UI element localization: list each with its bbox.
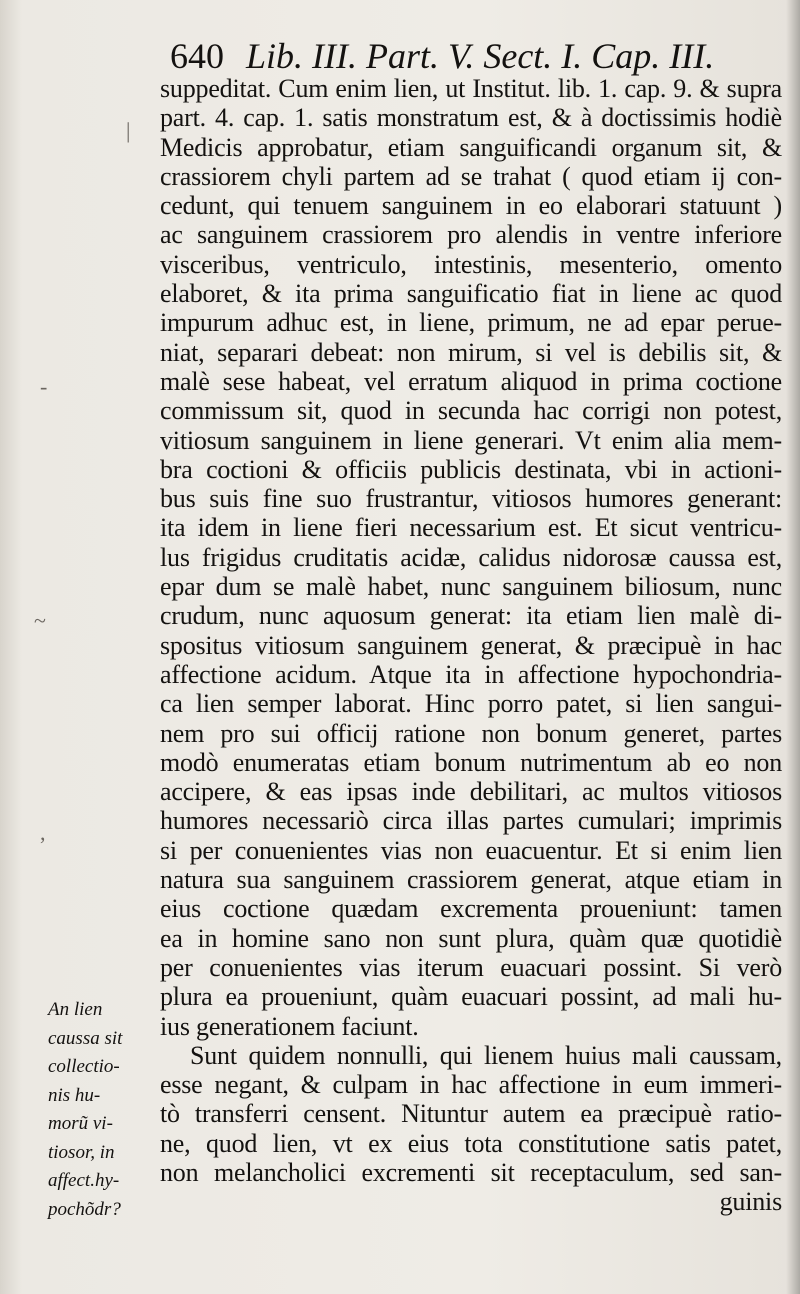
text-line: impurum adhuc est, in liene, primum, ne ad epar perue- (160, 308, 782, 338)
text-line: suppeditat. Cum enim lien, ut Institut. lib. 1. cap. 9. & supra (160, 74, 782, 103)
text-line: niat, separari debeat: non mirum, si vel is debilis sit, & (160, 337, 782, 367)
catchword: guinis (719, 1187, 782, 1217)
text-line: accipere, & eas ipsas inde debilitari, ac multos vitiosos (160, 777, 782, 807)
marginal-note-line: caussa sit (48, 1027, 123, 1049)
page-edge-shadow (786, 0, 800, 1294)
text-line: ita idem in liene fieri necessarium est. Et sicut ventricu- (160, 513, 782, 543)
text-line: crudum, nunc aquosum generat: ita etiam lien malè di- (160, 601, 782, 631)
text-line: si per conuenientes vias non euacuentur. Et si enim lien (160, 835, 782, 865)
marginal-note-line: pochõdr? (48, 1198, 121, 1220)
text-line: non melancholici excrementi sit receptaculum, sed san- (160, 1157, 782, 1187)
running-title: Lib. III. Part. V. Sect. I. Cap. III. (246, 36, 715, 76)
text-line: Medicis approbatur, etiam sanguificandi organum sit, & (160, 132, 782, 162)
text-line: affectione acidum. Atque ita in affectione hypochondria- (160, 659, 782, 689)
text-line: ea in homine sano non sunt plura, quàm quæ quotidiè (160, 923, 782, 953)
marginal-note (48, 996, 158, 1224)
margin-pencil-mark: , (40, 820, 46, 845)
marginal-note-line: An lien (48, 999, 103, 1020)
text-line: bus suis fine suo frustrantur, vitiosos humores generant: (160, 484, 782, 514)
text-line: vitiosum sanguinem in liene generari. Vt enim alia mem- (160, 425, 782, 455)
marginal-note-line: collectio- (48, 1056, 120, 1077)
page-number: 640 (170, 36, 224, 76)
text-line: ne, quod lien, vt ex eius tota constitutione satis patet, (160, 1128, 782, 1158)
text-line: humores necessariò circa illas partes cumulari; imprimis (160, 806, 782, 836)
paragraph-start-line: Sunt quidem nonnulli, qui lienem huius mali caussam, (190, 1040, 782, 1070)
text-line: eius coctione quædam excrementa proueniunt: tamen (160, 894, 782, 924)
text-line: crassiorem chyli partem ad se trahat ( quod etiam ij con- (160, 161, 782, 191)
text-line: ca lien semper laborat. Hinc porro patet, si lien sangui- (160, 689, 782, 719)
text-line: per conuenientes vias iterum euacuari possint. Si verò (160, 952, 782, 982)
text-line: epar dum se malè habet, nunc sanguinem biliosum, nunc (160, 572, 782, 602)
marginal-note-line: tiosor, in (48, 1141, 115, 1163)
marginal-note-line: affect.hy- (48, 1170, 120, 1191)
text-line: modò enumeratas etiam bonum nutrimentum ab eo non (160, 747, 782, 777)
text-line: commissum sit, quod in secunda hac corrigi non potest, (160, 396, 782, 426)
text-line: bra coctioni & officiis publicis destinata, vbi in actioni- (160, 454, 782, 484)
main-text-block (160, 74, 782, 1217)
text-line: malè sese habeat, vel erratum aliquod in prima coctione (160, 366, 782, 396)
running-header (170, 36, 770, 76)
text-line: plura ea proueniunt, quàm euacuari possint, ad mali hu- (160, 982, 782, 1012)
text-line: visceribus, ventriculo, intestinis, mesenterio, omento (160, 249, 782, 279)
text-line: ius generationem faciunt. (160, 1011, 419, 1041)
text-line: tò transferri censent. Nituntur autem ea præcipuè ratio- (160, 1099, 782, 1129)
text-line: elaboret, & ita prima sanguificatio fiat in liene ac quod (160, 279, 782, 309)
margin-pencil-mark: - (40, 374, 48, 399)
text-line: natura sua sanguinem crassiorem generat, atque etiam in (160, 865, 782, 895)
marginal-note-line: morũ vi- (48, 1113, 113, 1134)
margin-pencil-mark: ~ (34, 608, 46, 633)
text-line: lus frigidus cruditatis acidæ, calidus nidorosæ caussa est, (160, 542, 782, 572)
margin-pencil-mark: | (126, 118, 131, 143)
text-line: part. 4. cap. 1. satis monstratum est, & à doctissimis hodiè (160, 103, 782, 133)
marginal-note-line: nis hu- (48, 1084, 101, 1106)
text-line: cedunt, qui tenuem sanguinem in eo elaborari statuunt ) (160, 191, 782, 221)
text-line: spositus vitiosum sanguinem generat, & præcipuè in hac (160, 630, 782, 660)
text-line: ac sanguinem crassiorem pro alendis in ventre inferiore (160, 220, 782, 250)
text-line: esse negant, & culpam in hac affectione in eum immeri- (160, 1070, 782, 1100)
text-line: nem pro sui officij ratione non bonum generet, partes (160, 718, 782, 748)
